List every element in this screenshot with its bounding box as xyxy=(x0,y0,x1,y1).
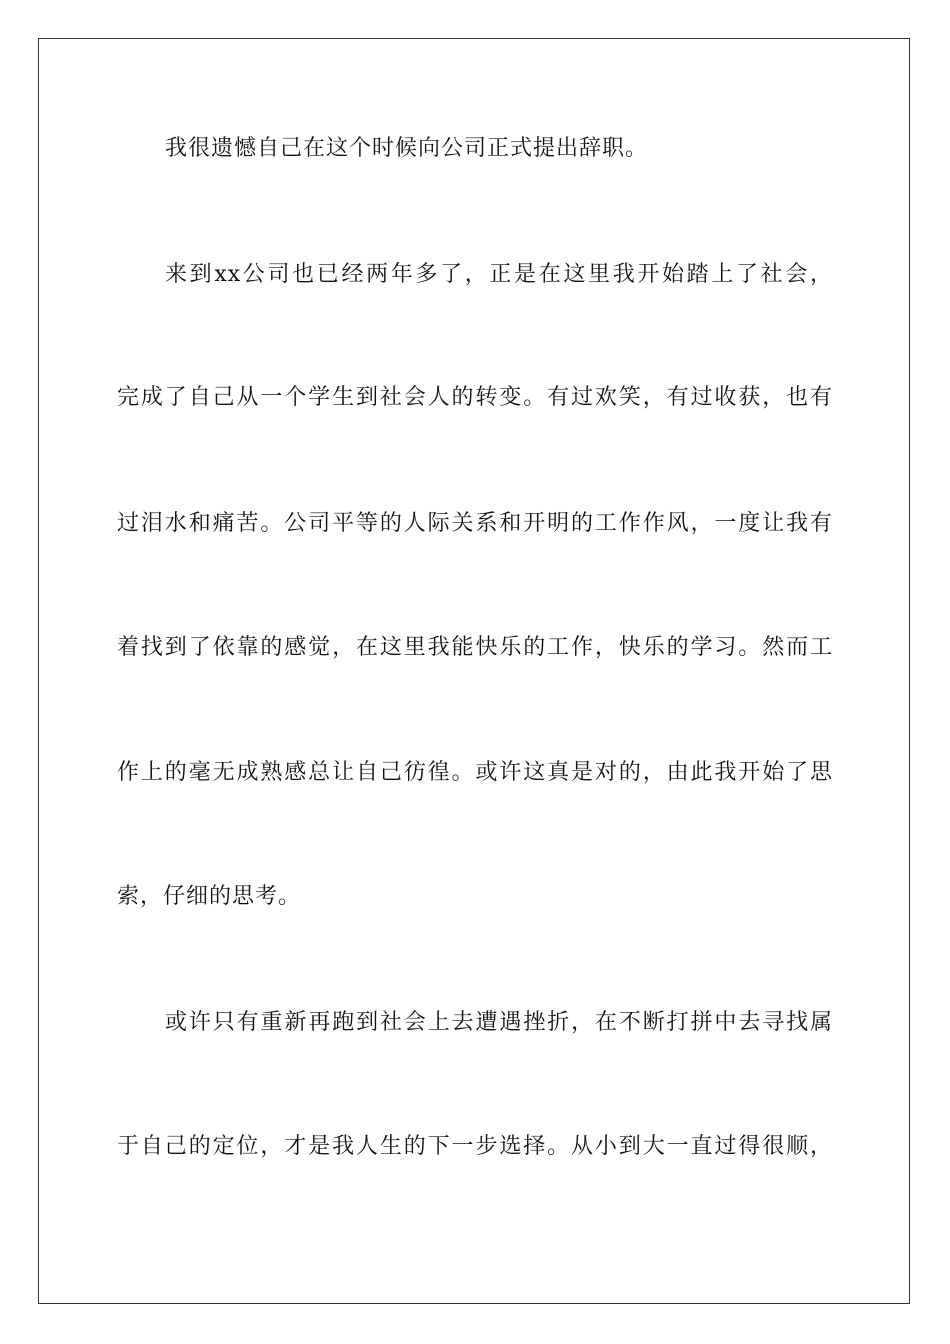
page-border xyxy=(38,38,910,1304)
paragraph-line: 作上的毫无成熟感总让自己彷徨。或许这真是对的，由此我开始了思 xyxy=(117,760,833,785)
paragraph-line: 索，仔细的思考。 xyxy=(117,884,302,909)
paragraph-line: 来到xx公司也已经两年多了，正是在这里我开始踏上了社会， xyxy=(165,262,833,287)
paragraph-line: 或许只有重新再跑到社会上去遭遇挫折，在不断打拼中去寻找属 xyxy=(165,1010,833,1035)
paragraph-line: 过泪水和痛苦。公司平等的人际关系和开明的工作作风，一度让我有 xyxy=(117,511,833,536)
paragraph-line: 完成了自己从一个学生到社会人的转变。有过欢笑，有过收获，也有 xyxy=(117,385,833,410)
paragraph-line: 着找到了依靠的感觉，在这里我能快乐的工作，快乐的学习。然而工 xyxy=(117,635,833,660)
paragraph-line: 于自己的定位，才是我人生的下一步选择。从小到大一直过得很顺， xyxy=(117,1134,833,1159)
paragraph-line: 我很遗憾自己在这个时候向公司正式提出辞职。 xyxy=(165,136,649,161)
